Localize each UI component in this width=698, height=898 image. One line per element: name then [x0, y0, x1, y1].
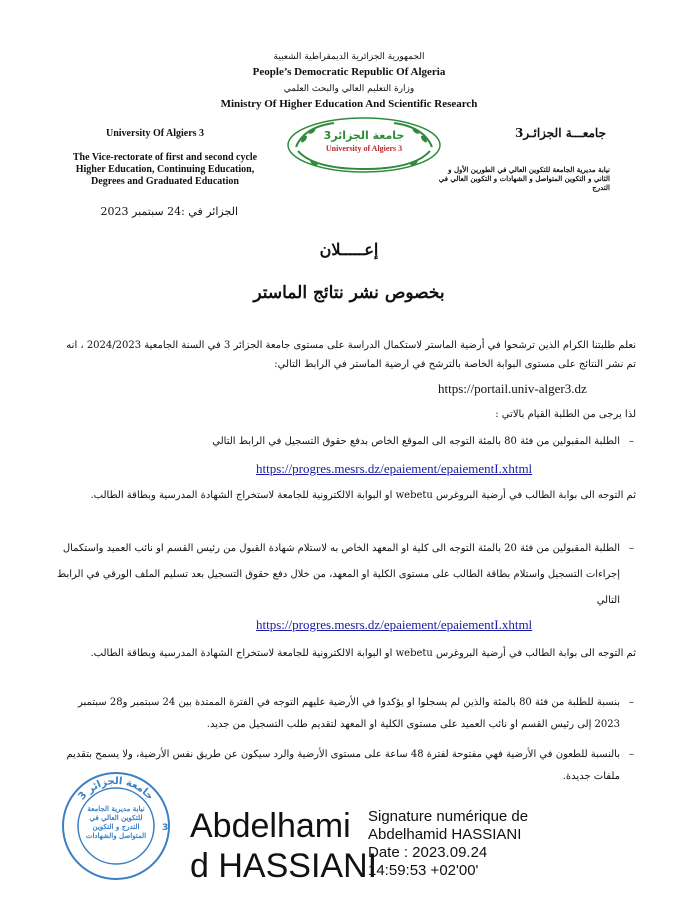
list-item [55, 536, 634, 614]
official-stamp [60, 770, 172, 882]
stamp-number: 3 [162, 823, 169, 833]
signature-info-line3: Date : 2023.09.24 [368, 844, 488, 861]
university-logo [284, 115, 444, 175]
portal-url: https://portail.univ-alger3.dz [438, 381, 587, 396]
stamp-ring-text: جامعة الجزائر 3 [76, 775, 156, 803]
header-en-university: University Of Algiers 3 [106, 128, 205, 139]
bullet-dash: – [629, 436, 634, 447]
intro-paragraph: نعلم طلبتنا الكرام الذين ترشحوا في أرضية الماستر لاستكمال الدراسة على مستوى جامعة الجزائر 3 في السنة الجامعية 2024/2023 ، انه تم نشر النتائج على مستوى البوابة الخاصة بالترشح في ارضية الماستر في الرابط التالي: [66, 340, 636, 370]
signature-name-line1: Abdelhami [190, 807, 351, 845]
announcement-subtitle: بخصوص نشر نتائج الماستر [253, 283, 445, 303]
header-ar-university: جامعـــة الجزائـر3 [515, 126, 606, 140]
signature-info-line1: Signature numérique de [368, 808, 529, 825]
header-en-ministry: Ministry Of Higher Education And Scientific Research [220, 98, 478, 110]
header-en-vicerectorate: The Vice-rectorate of first and second cycle Higher Education, Continuing Education, Degrees and Graduated Education [72, 152, 258, 187]
item-4-text: بالنسبة للطعون في الأرضية فهي مفتوحة لفترة 48 ساعة على مستوى الأرضية والرد سيكون عن طريق نفس الأرضية، ولا يسمح بتقديم ملفات جديدة. [66, 749, 620, 782]
item-2-followup: ثم التوجه الى بوابة الطالب في أرضية البروغرس webetu او البوابة الالكترونية للجامعة لاستخراج الشهادة المدرسية وبطاقة الطالب. [90, 648, 636, 659]
document-date: الجزائر في :24 سبتمبر 2023 [100, 205, 238, 218]
signature-info-block [368, 808, 528, 880]
header-en-republic: People’s Democratic Republic Of Algeria [252, 66, 446, 78]
logo-ar-text: جامعة الجزائر3 [323, 129, 405, 142]
header-ar-vicerectorate: نيابة مديرية الجامعة للتكوين العالي في الطورين الأول و الثاني و التكوين المتواصل و الشهادات و التكوين العالي في التدرج [438, 165, 610, 192]
requirement-intro: لذا يرجى من الطلبة القيام بالاتي : [495, 409, 636, 420]
item-1-text: الطلبة المقبولين من فئة 80 بالمئة التوجه الى الموقع الخاص بدفع حقوق التسجيل في الرابط التالي [212, 436, 620, 447]
signature-info-line4: 14:59:53 +02'00' [368, 862, 479, 879]
item-2-text: الطلبة المقبولين من فئة 20 بالمئة التوجه الى كلية او المعهد الخاص به لاستلام شهادة القبول من رئيس القسم او نائب العميد واستكمال إجراءات التسجيل واستلام بطاقة الطالب على مستوى الكلية او المعهد، من خلال دفع حقوق التسجيل بعد تسليم الملف الورقي في الرابط التالي [56, 543, 620, 606]
stamp-inner-text: نيابة مديرية الجامعة للتكوين العالي في التدرج و التكوين المتواصل والشهادات [85, 804, 147, 840]
item-1-payment-link[interactable]: https://progres.mesrs.dz/epaiement/epaiementI.xhtml [256, 461, 533, 476]
list-item [60, 432, 634, 451]
bullet-dash: – [629, 749, 634, 760]
logo-en-text: University of Algiers 3 [325, 144, 403, 153]
announcement-title: إعـــــلان [319, 240, 379, 259]
item-3-text: بنسبة للطلبة من فئة 80 بالمئة والذين لم يسجلوا او يؤكدوا في الأرضية عليهم التوجه في الفترة الممتدة بين 24 سبتمبر و28 سبتمبر 2023 إلى رئيس القسم او نائب العميد على مستوى الكلية او المعهد لتقديم طلب التسجيل من جديد. [77, 697, 620, 730]
list-item [55, 692, 634, 736]
item-2-payment-link[interactable]: https://progres.mesrs.dz/epaiement/epaiementI.xhtml [256, 617, 533, 632]
bullet-dash: – [629, 543, 634, 554]
header-ar-ministry: وزارة التعليم العالي والبحث العلمي [283, 84, 415, 94]
signature-name-block [190, 806, 377, 886]
signature-name-line2: d HASSIANI [190, 847, 378, 885]
signature-info-line2: Abdelhamid HASSIANI [368, 826, 522, 843]
header-ar-republic: الجمهورية الجزائرية الديمقراطية الشعبية [273, 52, 425, 62]
bullet-dash: – [629, 697, 634, 708]
item-1-followup: ثم التوجه الى بوابة الطالب في أرضية البروغرس webetu او البوابة الالكترونية للجامعة لاستخراج الشهادة المدرسية وبطاقة الطالب. [90, 490, 636, 501]
